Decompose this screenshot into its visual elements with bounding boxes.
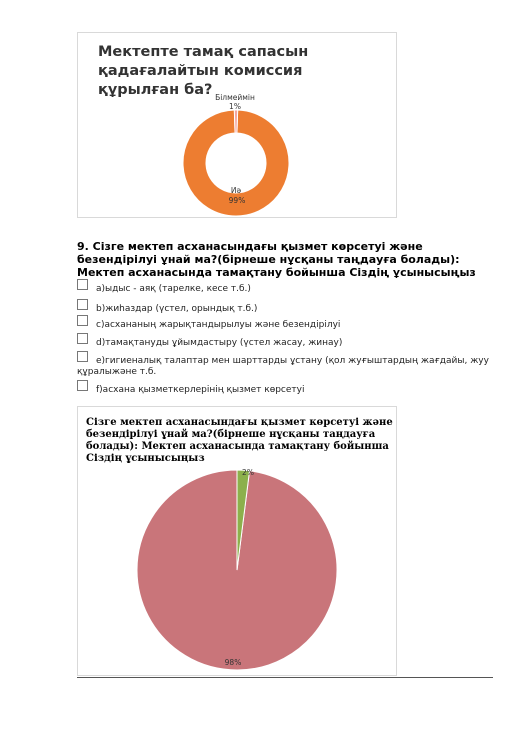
option-label: c)асхананың жарықтандырылуы және безендірілуі — [96, 320, 341, 330]
slice-label-yes: Иә — [230, 186, 242, 195]
checkbox[interactable] — [77, 380, 88, 391]
option-item[interactable] — [77, 385, 497, 396]
pie-chart — [78, 407, 398, 677]
slice-value-dontknow: 1% — [229, 102, 241, 111]
doughnut-chart — [78, 33, 398, 219]
checkbox[interactable] — [77, 279, 88, 290]
option-item[interactable] — [77, 304, 497, 315]
chart-suggestions — [77, 406, 397, 676]
option-item[interactable] — [77, 320, 497, 331]
option-item[interactable] — [77, 338, 497, 349]
chart-title: Сізге мектеп асханасындағы қызмет көрсетуі және безендірілуі ұнай ма?(бірнеше нұсқаны таңдауға болады): Мектеп асханасында тамақтану бойынша Сіздің ұсынысыңыз — [86, 417, 393, 464]
chart-title: Мектепте тамақ сапасын қадағалайтын комиссия құрылған ба? — [98, 44, 309, 98]
option-label: e)гигиеналық талаптар мен шарттарды ұстану (қол жуғыштардың жағдайы, жуу құралыжәне т.б. — [77, 356, 489, 377]
checkbox[interactable] — [77, 351, 88, 362]
option-label: d)тамақтануды ұйымдастыру (үстел жасау, жинау) — [96, 338, 343, 348]
option-label: f)асхана қызметкерлерінің қызмет көрсетуі — [96, 385, 305, 395]
question-title: 9. Сізге мектеп асханасындағы қызмет көрсетуі және безендірілуі ұнай ма?(бірнеше нұсқаны таңдауға болады): Мектеп асханасында тамақтану бойынша Сіздің ұсынысыңыз — [77, 240, 476, 279]
option-label: b)жиһаздар (үстел, орындық т.б.) — [96, 304, 258, 314]
option-item[interactable] — [77, 284, 497, 295]
slice-value-yes: 99% — [228, 196, 246, 205]
slice-dontknow — [234, 110, 237, 133]
slice-label-dontknow: Білмеймін — [215, 93, 255, 102]
slice-value-small: 2% — [242, 468, 254, 477]
option-label: а)ыдыс - аяқ (тарелке, кесе т.б.) — [96, 284, 251, 294]
slice-value-large: 98% — [224, 658, 242, 667]
checkbox[interactable] — [77, 299, 88, 310]
checkbox[interactable] — [77, 315, 88, 326]
option-item[interactable] — [77, 356, 497, 378]
divider — [77, 677, 493, 678]
checkbox[interactable] — [77, 333, 88, 344]
chart-commission — [77, 32, 397, 218]
